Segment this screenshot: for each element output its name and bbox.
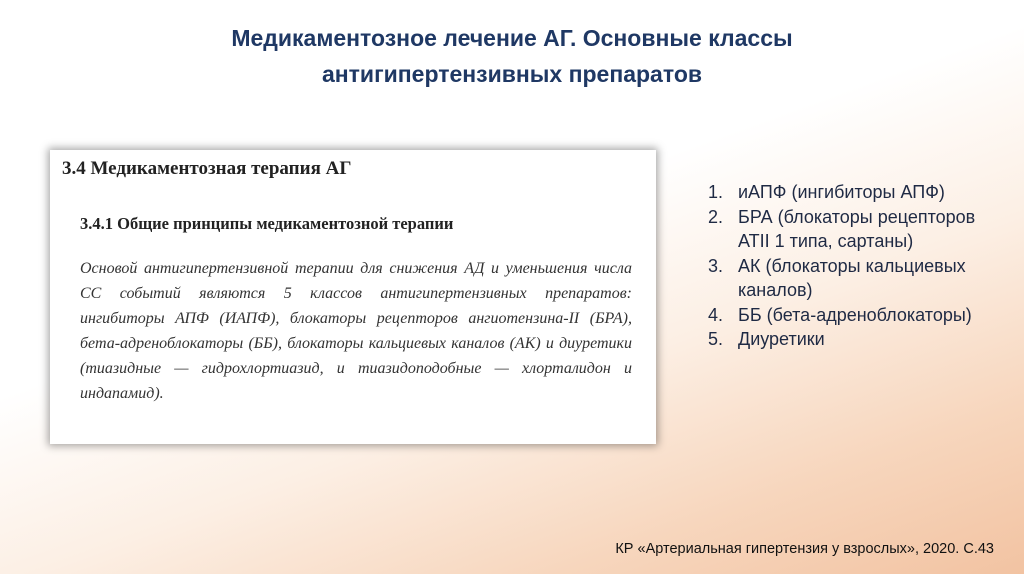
list-item-number: 1. [708, 182, 724, 202]
list-item-text: БРА (блокаторы рецепторов АТII 1 типа, сартаны) [738, 206, 976, 251]
drug-classes-list [708, 180, 1008, 352]
list-item-number: 2. [708, 206, 724, 227]
title-line-2: антигипертензивных препаратов [321, 61, 703, 87]
guideline-excerpt [50, 150, 656, 444]
excerpt-heading: 3.4 Медикаментозная терапия АГ [62, 158, 352, 179]
list-item-text: Диуретики [738, 329, 825, 349]
list-item-text: АК (блокаторы кальциевых каналов) [738, 255, 966, 300]
list-item [708, 327, 1008, 352]
list-item [708, 180, 1008, 205]
title-line-1: Медикаментозное лечение АГ. Основные классы [231, 25, 793, 51]
source-citation: КР «Артериальная гипертензия у взрослых», 2020. С.43 [615, 541, 994, 557]
list-item [708, 254, 1008, 303]
list-item-number: 4. [708, 304, 724, 325]
excerpt-paragraph: Основой антигипертензивной терапии для снижения АД и уменьшения числа СС событий являются 5 классов антигипертензивных препаратов: ингибиторы АПФ (ИАПФ), блокаторы рецепторов ангиотензина-II (БРА), бета-адреноблокаторы (ББ), блокаторы кальциевых каналов (АК) и диуретики (тиазидные — гидрохлортиазид, и тиазидоподобные — хлорталидон и индапамид). [80, 260, 632, 402]
list-item-text: иАПФ (ингибиторы АПФ) [738, 182, 945, 202]
list-item [708, 205, 1008, 254]
excerpt-subheading: 3.4.1 Общие принципы медикаментозной терапии [80, 214, 454, 233]
list-item-number: 5. [708, 329, 724, 349]
slide-title [0, 20, 1024, 92]
list-item [708, 303, 1008, 328]
list-item-text: ББ (бета-адреноблокаторы) [738, 304, 972, 325]
list-item-number: 3. [708, 255, 724, 276]
